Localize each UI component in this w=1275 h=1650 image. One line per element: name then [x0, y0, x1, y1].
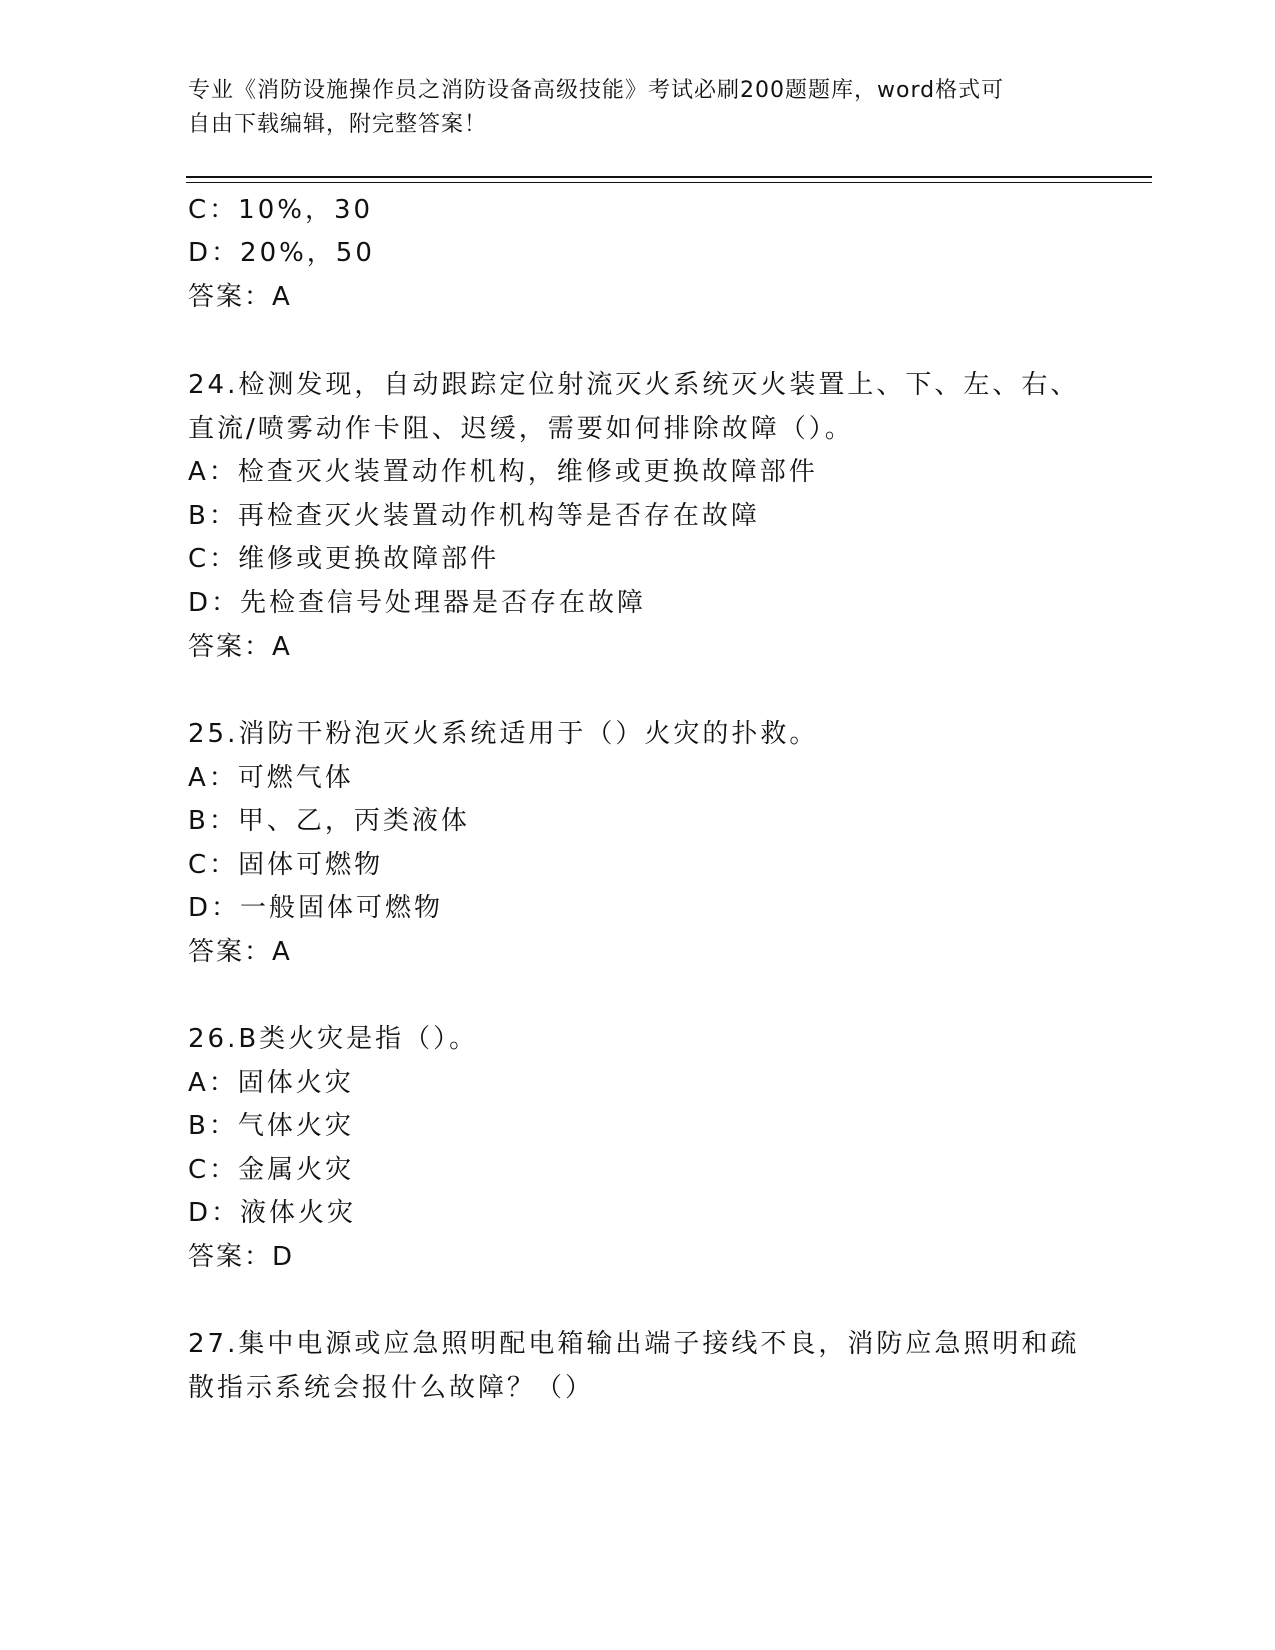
q26-answer: 答案：D [188, 1242, 295, 1272]
q25-answer: 答案：A [188, 937, 292, 967]
q25-option-c: C：固体可燃物 [188, 850, 384, 880]
q25-option-a: A：可燃气体 [188, 763, 354, 793]
q24-option-a: A：检查灭火装置动作机构，维修或更换故障部件 [188, 457, 818, 487]
header-divider-thin [186, 182, 1152, 183]
header-divider-thick [186, 176, 1152, 178]
header-line-2: 自由下载编辑，附完整答案！ [188, 112, 488, 137]
q25-stem: 25.消防干粉泡灭火系统适用于（）火灾的扑救。 [188, 719, 819, 749]
q24-option-d: D：先检查信号处理器是否存在故障 [188, 588, 647, 618]
prev-option-d: D：20%，50 [188, 238, 375, 268]
q24-option-c: C：维修或更换故障部件 [188, 544, 500, 574]
q24-stem-line-1: 24.检测发现，自动跟踪定位射流灭火系统灭火装置上、下、左、右、 [188, 370, 1080, 400]
q24-stem-line-2: 直流/喷雾动作卡阻、迟缓，需要如何排除故障（）。 [188, 414, 854, 444]
q24-answer: 答案：A [188, 632, 292, 662]
q26-option-d: D：液体火灾 [188, 1198, 357, 1228]
q26-option-a: A：固体火灾 [188, 1068, 354, 1098]
document-header [188, 74, 1068, 142]
prev-answer: 答案：A [188, 282, 292, 312]
header-line-1: 专业《消防设施操作员之消防设备高级技能》考试必刷200题题库，word格式可 [188, 78, 1005, 103]
q27-stem-line-2: 散指示系统会报什么故障？（） [188, 1373, 595, 1403]
q25-option-d: D：一般固体可燃物 [188, 893, 444, 923]
q26-option-b: B：气体火灾 [188, 1111, 354, 1141]
q26-stem: 26.B类火灾是指（）。 [188, 1024, 479, 1054]
q24-option-b: B：再检查灭火装置动作机构等是否存在故障 [188, 501, 760, 531]
q27-stem-line-1: 27.集中电源或应急照明配电箱输出端子接线不良，消防应急照明和疏 [188, 1329, 1080, 1359]
q25-option-b: B：甲、乙，丙类液体 [188, 806, 470, 836]
prev-option-c: C：10%，30 [188, 195, 374, 225]
q26-option-c: C：金属火灾 [188, 1155, 355, 1185]
